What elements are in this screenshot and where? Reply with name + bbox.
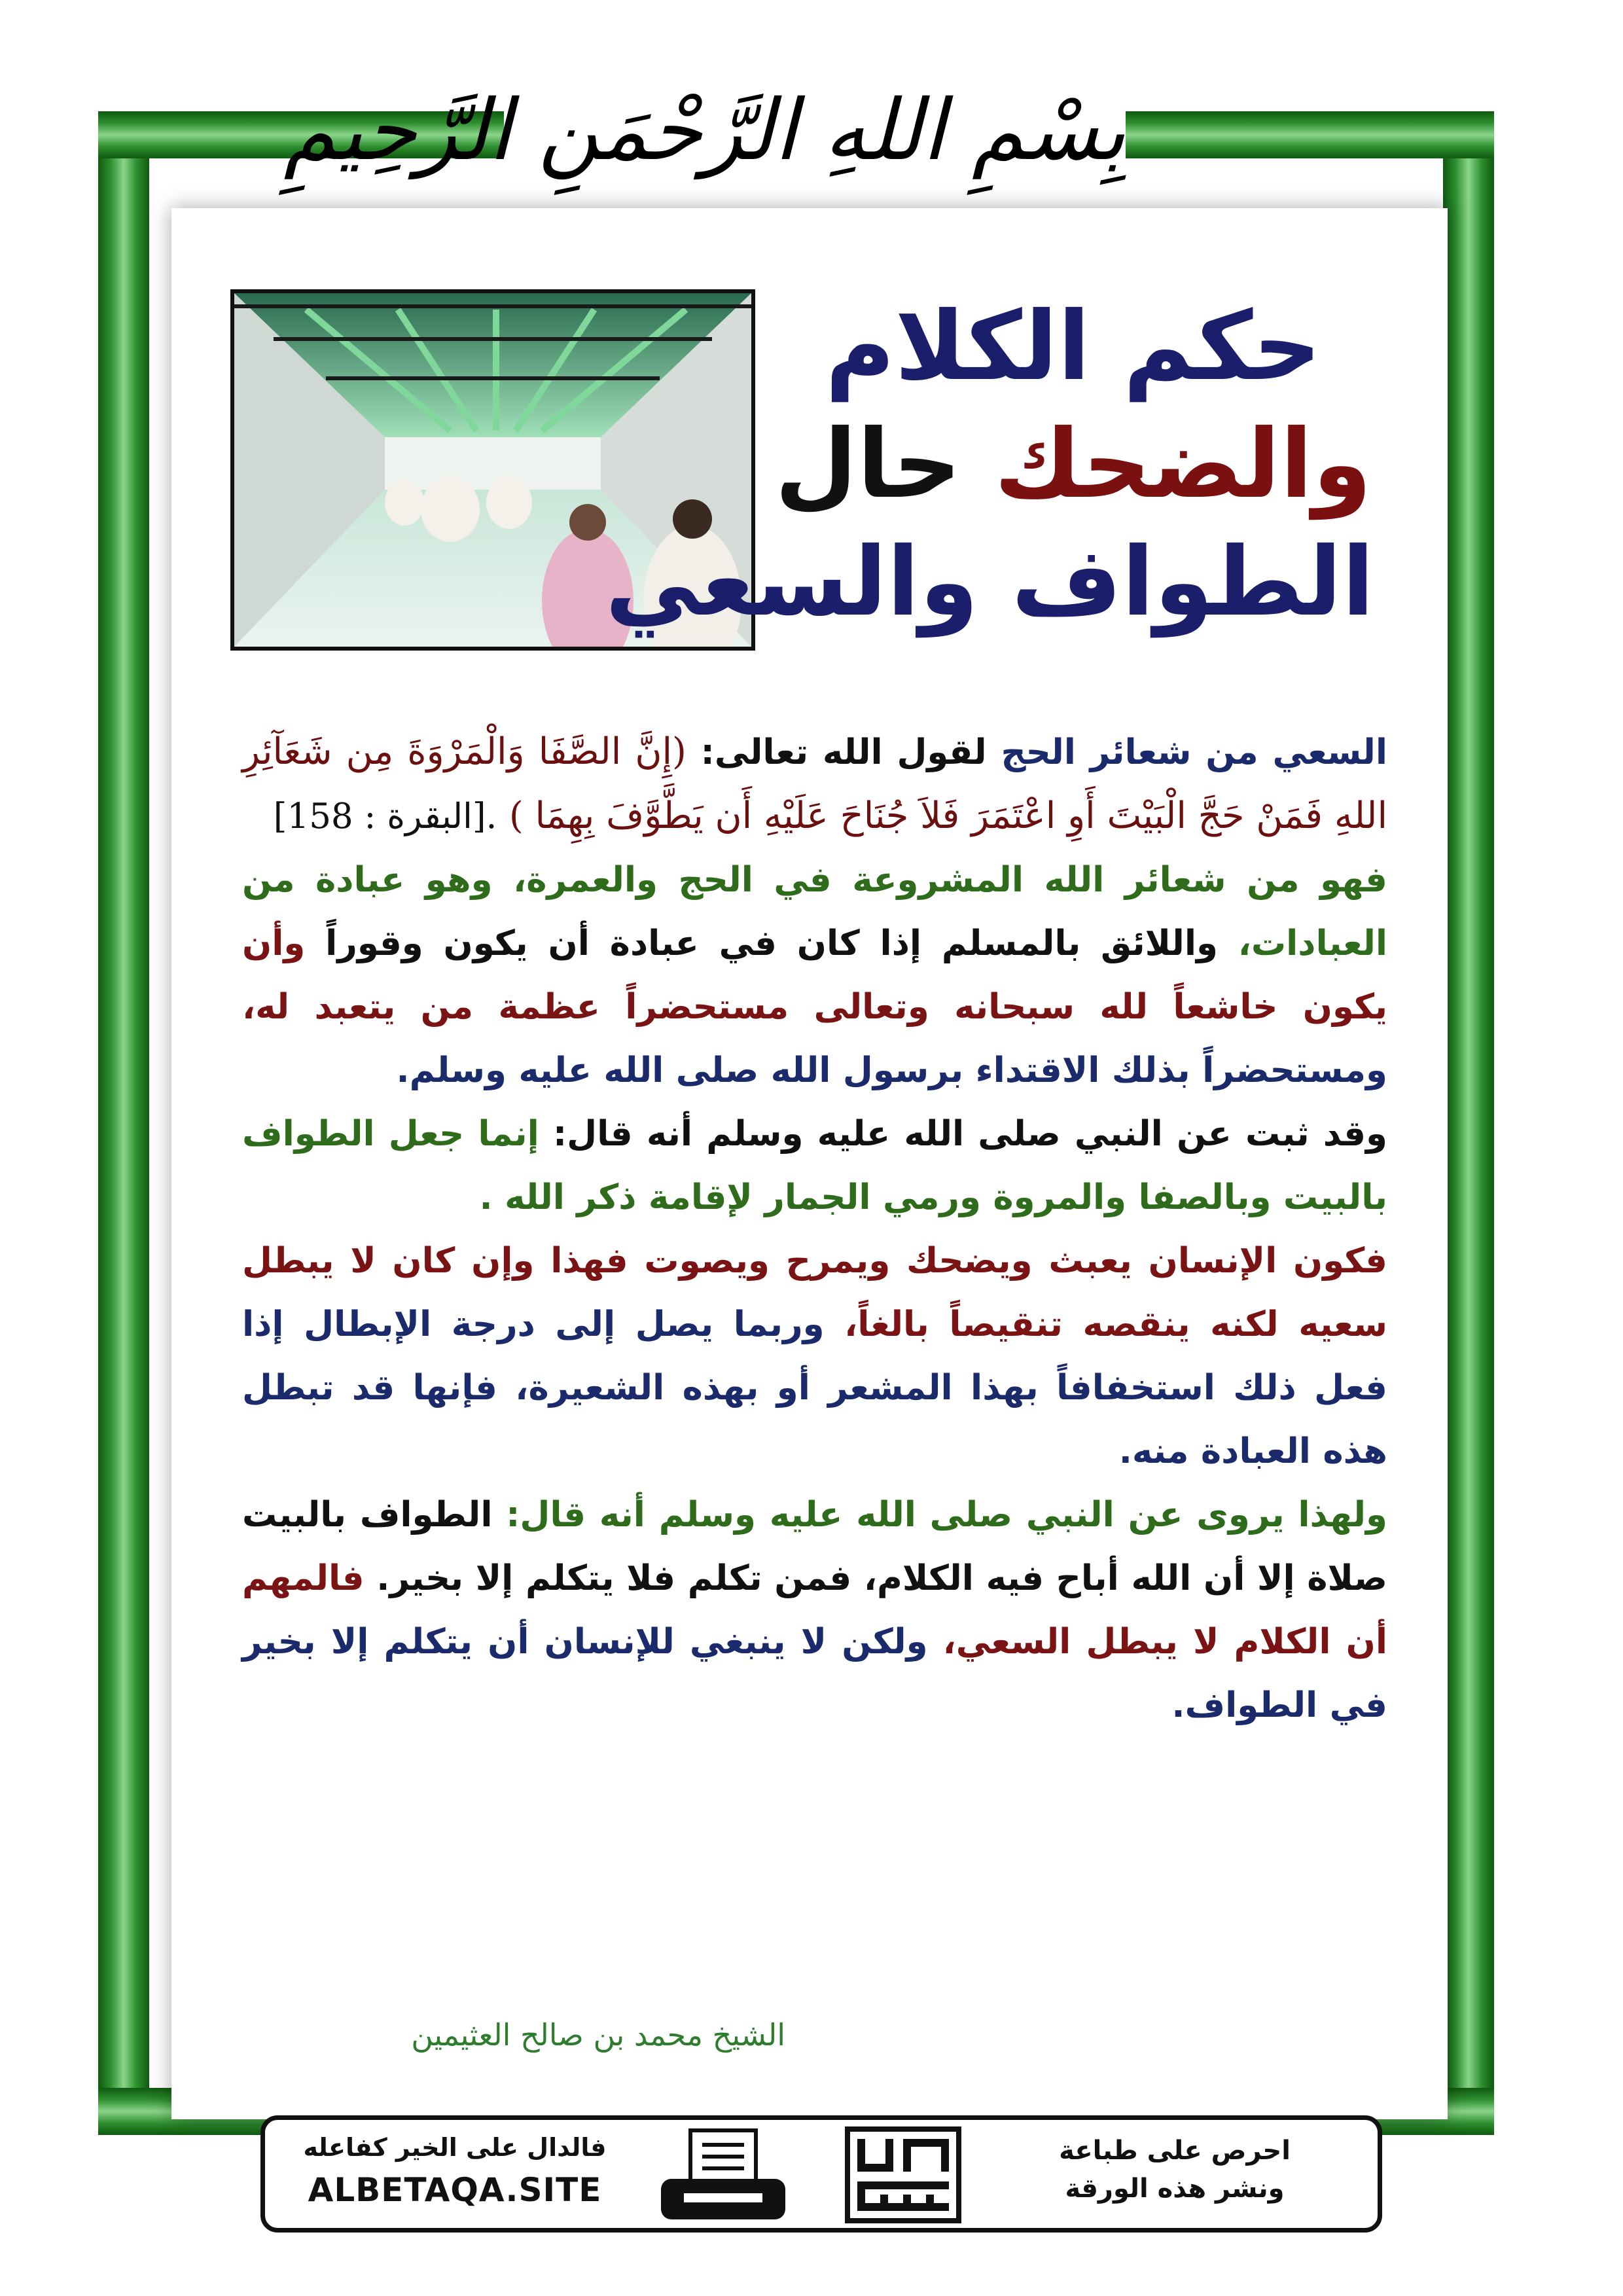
- p2-green: فهو من شعائر الله المشروعة في الحج والعمرة، وهو عبادة من العبادات،: [242, 860, 1388, 963]
- p5-black: الطواف بالبيت صلاة إلا أن الله أباح فيه الكلام، فمن تكلم فلا يتكلم إلا بخير.: [242, 1495, 1387, 1598]
- p2-navy: ومستحضراً بذلك الاقتداء برسول الله صلى الله عليه وسلم.: [396, 1050, 1387, 1090]
- footer-print-note: [1005, 2132, 1345, 2208]
- footer-proverb: فالدال على الخير كفاعله: [303, 2133, 607, 2162]
- albetaqa-logo: [841, 2123, 965, 2227]
- title-line-2: [772, 406, 1374, 524]
- article-body: [242, 720, 1387, 2042]
- printer-icon: [658, 2125, 789, 2223]
- p2-black: واللائق بالمسلم إذا كان في عبادة أن يكون وقوراً: [325, 924, 1218, 963]
- footer-bar: [260, 2115, 1382, 2233]
- p3-green: إنما جعل الطواف بالبيت وبالصفا والمروة ورمي الجمار لإقامة ذكر الله .: [242, 1114, 1387, 1217]
- p4-maroon: فكون الإنسان يعبث ويضحك ويمرح ويصوت فهذا وإن كان لا يبطل سعيه لكنه ينقصه تنقيصاً بالغاً،: [242, 1241, 1388, 1344]
- footer-print-line-1: احرص على طباعة: [1059, 2136, 1291, 2166]
- title-line-3: الطواف والسعي: [605, 527, 1374, 637]
- page-title: [605, 288, 1374, 655]
- frame-left-bar: [98, 111, 149, 2121]
- p5-green: ولهذا يروى عن النبي صلى الله عليه وسلم أنه قال:: [506, 1495, 1387, 1535]
- paragraph-2: [242, 848, 1387, 1102]
- author-signature: الشيخ محمد بن صالح العثيمين: [411, 2017, 785, 2053]
- footer-print-line-2: ونشر هذه الورقة: [1065, 2174, 1285, 2204]
- frame-right-bar: [1443, 111, 1494, 2121]
- albetaqa-logo-mark: [841, 2123, 965, 2227]
- paragraph-1: [242, 720, 1387, 848]
- paragraph-3: [242, 1102, 1387, 1229]
- footer-site-block: [285, 2128, 625, 2213]
- quran-verse: (إِنَّ الصَّفَا وَالْمَرْوَةَ مِن شَعَآئِرِ اللهِ فَمَنْ حَجَّ الْبَيْتَ أَوِ اعْتَمَرَ فَلاَ جُنَاحَ عَلَيْهِ أَن يَطَّوَّفَ بِهِمَا ): [242, 730, 1387, 837]
- p3-black: وقد ثبت عن النبي صلى الله عليه وسلم أنه قال:: [552, 1114, 1388, 1154]
- basmala-calligraphy: بِسْمِ اللهِ الرَّحْمَنِ الرَّحِيمِ: [283, 82, 1126, 179]
- p4-navy: وربما يصل إلى درجة الإبطال إذا فعل ذلك استخفافاً بهذا المشعر أو بهذه الشعيرة، فإنها قد تبطل هذه العبادة منه.: [242, 1304, 1387, 1471]
- verse-reference: .[البقرة : 158]: [273, 797, 497, 836]
- paragraph-5: [242, 1483, 1387, 1737]
- printer-icon-graphic: [658, 2125, 789, 2223]
- frame-top-right-bar: [1126, 111, 1494, 158]
- title-line-2-word-1: والضحك: [994, 409, 1372, 520]
- paragraph-4: [242, 1229, 1387, 1483]
- title-line-2-word-2: حال: [775, 409, 961, 520]
- title-line-1: حكم الكلام: [825, 291, 1321, 402]
- p1-intro-green: السعي من شعائر الحج: [1001, 732, 1388, 772]
- p2-maroon: وأن يكون خاشعاً لله سبحانه وتعالى مستحضراً عظمة من يتعبد له،: [242, 924, 1387, 1027]
- p5-maroon: فالمهم أن الكلام لا يبطل السعي،: [242, 1558, 1387, 1662]
- p5-navy: ولكن لا ينبغي للإنسان أن يتكلم إلا بخير في الطواف.: [242, 1622, 1387, 1725]
- p1-intro-black: لقول الله تعالى:: [700, 732, 987, 772]
- footer-site-link[interactable]: ALBETAQA.SITE: [308, 2171, 602, 2209]
